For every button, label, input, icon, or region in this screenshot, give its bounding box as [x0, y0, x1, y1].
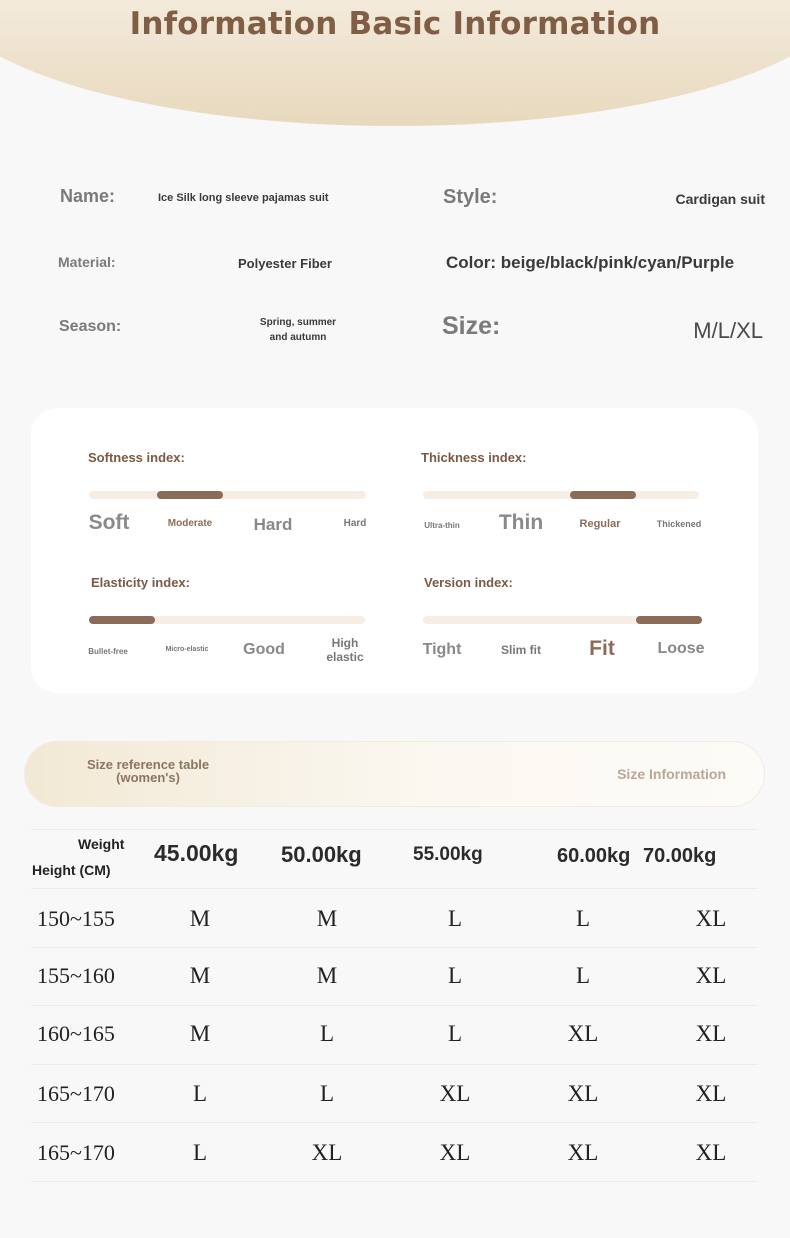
- size-reference-title: [87, 758, 209, 784]
- version-index-title: Version index:: [424, 575, 513, 590]
- size-cell: L: [192, 1140, 208, 1165]
- size-cell: XL: [439, 1140, 471, 1165]
- size-cell: L: [447, 906, 463, 931]
- version-index-bar: [423, 616, 702, 624]
- size-cell: XL: [695, 1081, 727, 1106]
- elasticity-option-bullet-free: Bullet-free: [88, 647, 128, 656]
- thickness-index-title: Thickness index:: [421, 450, 527, 465]
- size-cell: L: [319, 1081, 335, 1106]
- elasticity-option-high: High: [331, 636, 359, 650]
- page-title: Information Basic Information: [129, 6, 661, 42]
- softness-index-fill: [157, 491, 223, 499]
- size-cell: XL: [695, 1140, 727, 1165]
- material-value: Polyester Fiber: [238, 256, 332, 271]
- table-divider: [31, 888, 758, 889]
- size-cell: M: [189, 906, 211, 931]
- season-value-line2: and autumn: [269, 332, 327, 343]
- table-divider: [31, 1122, 758, 1123]
- size-cell: L: [447, 963, 463, 988]
- thickness-option-ultra-thin: Ultra-thin: [424, 521, 460, 530]
- elasticity-index-title: Elasticity index:: [91, 575, 190, 590]
- weight-header: 50.00kg: [281, 842, 362, 867]
- weight-header: 55.00kg: [413, 844, 483, 865]
- height-cell: 155~160: [37, 963, 115, 988]
- version-option-fit: Fit: [589, 637, 615, 660]
- elasticity-index-fill: [89, 616, 155, 624]
- thickness-option-thickened: Thickened: [656, 519, 702, 529]
- weight-header: 60.00kg: [557, 845, 631, 867]
- height-cell: 150~155: [37, 906, 115, 931]
- table-divider: [31, 1005, 758, 1006]
- size-cell: M: [189, 1021, 211, 1046]
- size-cell: XL: [695, 1021, 727, 1046]
- elasticity-index-bar: [89, 616, 365, 624]
- elasticity-option-elastic: elastic: [326, 650, 364, 664]
- size-cell: XL: [567, 1140, 599, 1165]
- softness-option-moderate: Moderate: [167, 518, 213, 529]
- softness-option-hard: Hard: [253, 515, 293, 534]
- weight-header: 70.00kg: [643, 845, 717, 867]
- size-cell: L: [319, 1021, 335, 1046]
- size-cell: L: [447, 1021, 463, 1046]
- softness-index-bar: [89, 491, 366, 499]
- version-index-fill: [636, 616, 702, 624]
- table-corner-weight: Weight: [78, 836, 125, 852]
- version-option-loose: Loose: [657, 640, 705, 657]
- style-value: Cardigan suit: [675, 191, 765, 207]
- size-cell: XL: [311, 1140, 343, 1165]
- thickness-option-thin: Thin: [498, 511, 544, 534]
- size-information-label: Size Information: [617, 766, 726, 782]
- size-cell: XL: [567, 1081, 599, 1106]
- table-divider: [31, 1064, 758, 1065]
- size-reference-banner: [25, 742, 764, 806]
- table-divider: [31, 947, 758, 948]
- season-value-line1: Spring, summer: [259, 317, 337, 328]
- elasticity-option-micro-elastic: Micro-elastic: [165, 646, 209, 653]
- thickness-index-fill: [570, 491, 636, 499]
- size-reference-title-line2: (women's): [116, 770, 180, 785]
- name-value: Ice Silk long sleeve pajamas suit: [158, 192, 329, 204]
- season-label: Season:: [59, 318, 122, 335]
- size-cell: M: [316, 963, 338, 988]
- elasticity-option-high-elastic: [326, 636, 363, 664]
- size-cell: XL: [439, 1081, 471, 1106]
- size-cell: L: [575, 906, 591, 931]
- color-info: Color: beige/black/pink/cyan/Purple: [446, 253, 735, 272]
- table-corner-height: Height (CM): [32, 862, 111, 878]
- size-value: M/L/XL: [693, 318, 763, 343]
- version-option-tight: Tight: [422, 641, 462, 658]
- material-label: Material:: [58, 254, 116, 270]
- table-divider: [31, 829, 758, 830]
- size-cell: M: [189, 963, 211, 988]
- size-label: Size:: [442, 312, 501, 340]
- size-cell: XL: [695, 906, 727, 931]
- size-cell: XL: [567, 1021, 599, 1046]
- version-option-slim-fit: Slim fit: [500, 643, 542, 657]
- height-cell: 165~170: [37, 1081, 115, 1106]
- size-cell: L: [192, 1081, 208, 1106]
- size-reference-title-line1: Size reference table: [87, 757, 210, 772]
- style-label: Style:: [443, 186, 498, 208]
- softness-index-title: Softness index:: [88, 450, 185, 465]
- season-value: [260, 315, 336, 345]
- size-cell: XL: [695, 963, 727, 988]
- thickness-option-regular: Regular: [579, 518, 621, 530]
- softness-option-hard-2: Hard: [343, 518, 367, 529]
- weight-header: 45.00kg: [154, 840, 239, 866]
- softness-option-soft: Soft: [88, 511, 130, 534]
- size-cell: L: [575, 963, 591, 988]
- height-cell: 160~165: [37, 1021, 115, 1046]
- thickness-index-bar: [423, 491, 699, 499]
- name-label: Name:: [60, 186, 116, 206]
- height-cell: 165~170: [37, 1140, 115, 1165]
- size-cell: M: [316, 906, 338, 931]
- table-divider: [31, 1181, 758, 1182]
- elasticity-option-good: Good: [243, 641, 285, 658]
